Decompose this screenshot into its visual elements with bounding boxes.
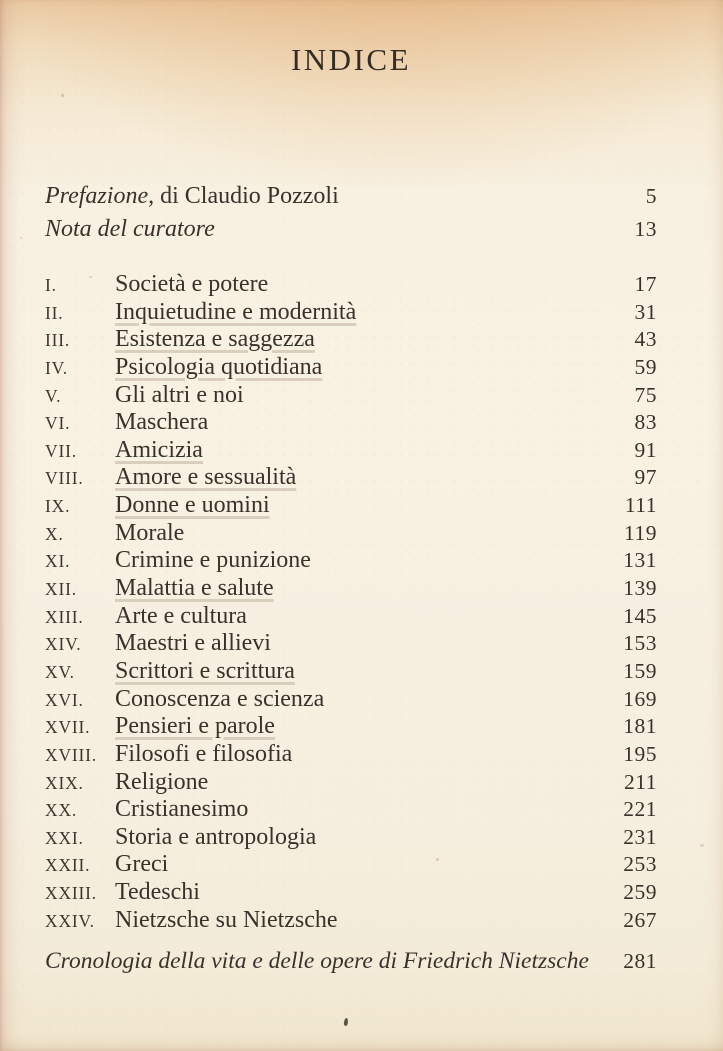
chapter-numeral: XIX. [45,772,84,793]
paper-speck [61,94,64,97]
chapter-page: 259 [623,880,657,905]
chapter-title: Filosofi e filosofia [115,740,293,767]
paper-speck [89,276,92,278]
chapter-page: 145 [623,603,657,628]
chapter-numeral: XII. [45,579,77,600]
chapter-title: Greci [115,851,169,878]
entry-page: 5 [645,184,657,208]
chapter-row [45,520,657,548]
chapter-title: Cristianesimo [115,796,249,823]
chapter-row [45,271,657,299]
front-matter-row [45,216,657,249]
chapter-row [45,603,657,631]
chapter-row [45,796,657,824]
chapter-row [45,382,657,410]
front-matter-row [45,183,657,216]
chapter-numeral: VI. [45,413,71,434]
chapter-row [45,326,657,354]
chapter-numeral: XIV. [45,634,82,655]
chapter-title: Donne e uomini [115,492,270,519]
chapter-numeral: XX. [45,800,78,821]
chapter-title: Malattia e salute [115,575,274,602]
ink-dot [343,1018,348,1026]
chapter-title: Amore e sessualità [115,464,297,491]
chapter-title: Arte e cultura [115,602,247,629]
chapter-page: 97 [634,465,657,490]
chapter-page: 211 [624,769,657,794]
entry-label-roman: di Claudio Pozzoli [154,183,339,209]
chapter-row [45,630,657,658]
chapter-row [45,437,657,465]
chapter-numeral: II. [45,302,64,323]
entry-page: 13 [634,217,657,241]
entry-label [45,216,597,243]
footer-row [45,948,657,975]
chapter-row [45,879,657,907]
chapter-row [45,824,657,852]
chapter-row [45,658,657,686]
chapter-page: 231 [623,824,657,849]
chapter-row [45,686,657,714]
chapter-numeral: V. [45,385,62,406]
chapter-page: 83 [634,410,657,435]
chapter-title: Religione [115,768,209,795]
chapter-row [45,713,657,741]
chapter-numeral: XI. [45,551,71,572]
chapter-page: 43 [634,327,657,352]
paper-speck [700,844,704,847]
chapter-page: 75 [634,382,657,407]
chapter-page: 221 [623,797,657,822]
chapter-row [45,907,657,935]
paper-speck [20,237,22,239]
chapter-numeral: XXIII. [45,883,97,904]
chapter-list [45,271,657,934]
chapter-title: Storia e antropologia [115,823,317,850]
chapter-page: 59 [634,354,657,379]
footer-title: Cronologia della vita e delle opere di Friedrich Nietzsche [45,948,589,974]
chapter-row [45,299,657,327]
chapter-numeral: XVI. [45,689,84,710]
chapter-page: 169 [623,686,657,711]
chapter-title: Inquietudine e modernità [115,298,357,325]
chapter-title: Gli altri e noi [115,381,244,408]
chapter-page: 181 [623,714,657,739]
chapter-page: 139 [623,576,657,601]
chapter-title: Conoscenza e scienza [115,685,325,712]
entry-label-italic: Prefazione, [45,183,155,209]
front-matter-list [45,183,657,249]
chapter-numeral: XXIV. [45,910,95,931]
chapter-numeral: XIII. [45,606,84,627]
chapter-title: Esistenza e saggezza [115,326,315,353]
chapter-numeral: I. [45,275,57,295]
chapter-page: 131 [623,548,657,573]
chapter-title: Scrittori e scrittura [115,657,295,684]
chapter-numeral: IV. [45,357,68,378]
chapter-row [45,547,657,575]
chapter-page: 253 [623,852,657,877]
chapter-title: Società e potere [115,271,269,297]
page-title: INDICE [290,42,412,77]
chapter-numeral: VII. [45,440,77,461]
chapter-page: 17 [634,272,657,296]
chapter-numeral: XVII. [45,717,91,738]
chapter-title: Tedeschi [115,879,200,906]
chapter-title: Psicologia quotidiana [115,353,323,380]
chapter-numeral: III. [45,330,71,351]
chapter-row [45,575,657,603]
chapter-numeral: XVIII. [45,744,97,765]
chapter-row [45,741,657,769]
chapter-row [45,354,657,382]
chapter-row [45,464,657,492]
chapter-numeral: IX. [45,496,71,517]
chapter-page: 119 [624,520,657,545]
chapter-page: 267 [623,907,657,932]
chapter-numeral: VIII. [45,468,84,489]
chapter-page: 31 [634,299,657,324]
paper-speck [436,858,439,861]
chapter-numeral: XV. [45,661,75,682]
chapter-title: Morale [115,519,185,546]
footer-page: 281 [623,949,657,973]
chapter-page: 159 [623,658,657,683]
chapter-title: Amicizia [115,436,203,463]
chapter-title: Crimine e punizione [115,547,311,574]
chapter-row [45,851,657,879]
chapter-page: 111 [624,493,657,518]
chapter-page: 153 [623,631,657,656]
chapter-row [45,769,657,797]
chapter-title: Pensieri e parole [115,713,275,740]
entry-label-italic: Nota del curatore [45,216,215,242]
chapter-row [45,409,657,437]
chapter-row [45,492,657,520]
chapter-numeral: XXII. [45,855,91,876]
chapter-numeral: XXI. [45,827,84,848]
chapter-numeral: X. [45,523,64,544]
chapter-title: Maschera [115,409,209,436]
chapter-title: Nietzsche su Nietzsche [115,906,338,933]
chapter-title: Maestri e allievi [115,630,271,657]
entry-label [45,183,597,210]
chapter-page: 195 [623,741,657,766]
chapter-page: 91 [634,437,657,462]
